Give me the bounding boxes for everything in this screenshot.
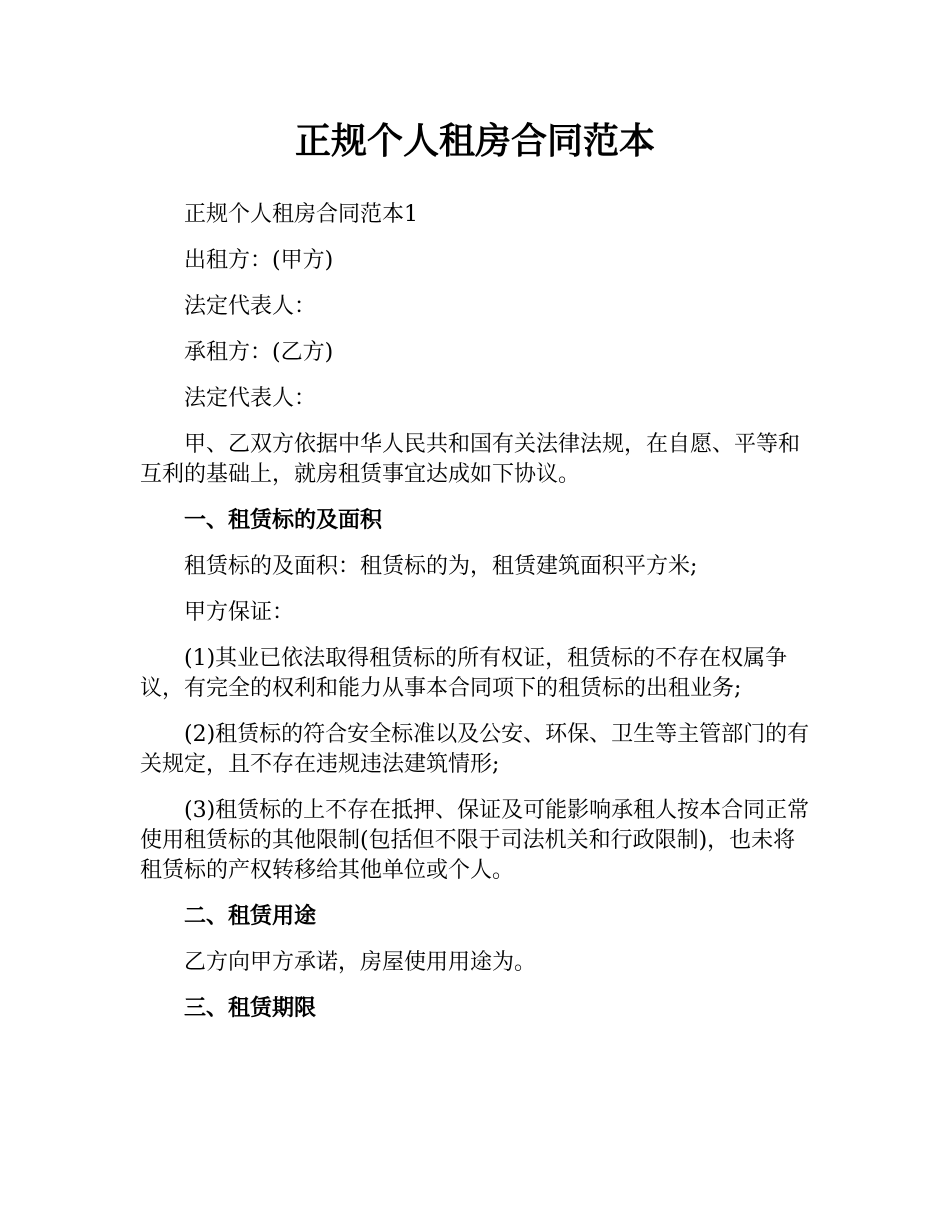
section-heading: 三、租赁期限 bbox=[184, 996, 317, 1021]
paragraph: 法定代表人： bbox=[184, 386, 317, 411]
document-title: 正规个人租房合同范本 bbox=[294, 121, 655, 162]
paragraph: 出租方：(甲方) bbox=[184, 248, 334, 273]
paragraph: (2)租赁标的符合安全标准以及公安、环保、卫生等主管部门的有关规定，且不存在违规违法建筑情形; bbox=[140, 722, 810, 777]
paragraph: 法定代表人： bbox=[184, 294, 317, 319]
paragraph: 租赁标的及面积：租赁标的为，租赁建筑面积平方米; bbox=[184, 554, 698, 579]
paragraph: (3)租赁标的上不存在抵押、保证及可能影响承租人按本合同正常使用租赁标的其他限制(包括但不限于司法机关和行政限制)，也未将租赁标的产权转移给其他单位或个人。 bbox=[140, 798, 810, 883]
paragraph: (1)其业已依法取得租赁标的所有权证，租赁标的不存在权属争议，有完全的权利和能力从事本合同项下的租赁标的出租业务; bbox=[140, 646, 788, 701]
paragraph: 乙方向甲方承诺，房屋使用用途为。 bbox=[184, 950, 537, 975]
document-body bbox=[140, 200, 812, 1040]
paragraph: 甲、乙双方依据中华人民共和国有关法律法规，在自愿、平等和互利的基础上，就房租赁事宜达成如下协议。 bbox=[140, 432, 801, 487]
section-heading: 二、租赁用途 bbox=[184, 904, 317, 929]
paragraph: 甲方保证： bbox=[184, 600, 295, 625]
paragraph: 承租方：(乙方) bbox=[184, 340, 334, 365]
paragraph: 正规个人租房合同范本1 bbox=[184, 202, 418, 227]
section-heading: 一、租赁标的及面积 bbox=[184, 508, 383, 533]
